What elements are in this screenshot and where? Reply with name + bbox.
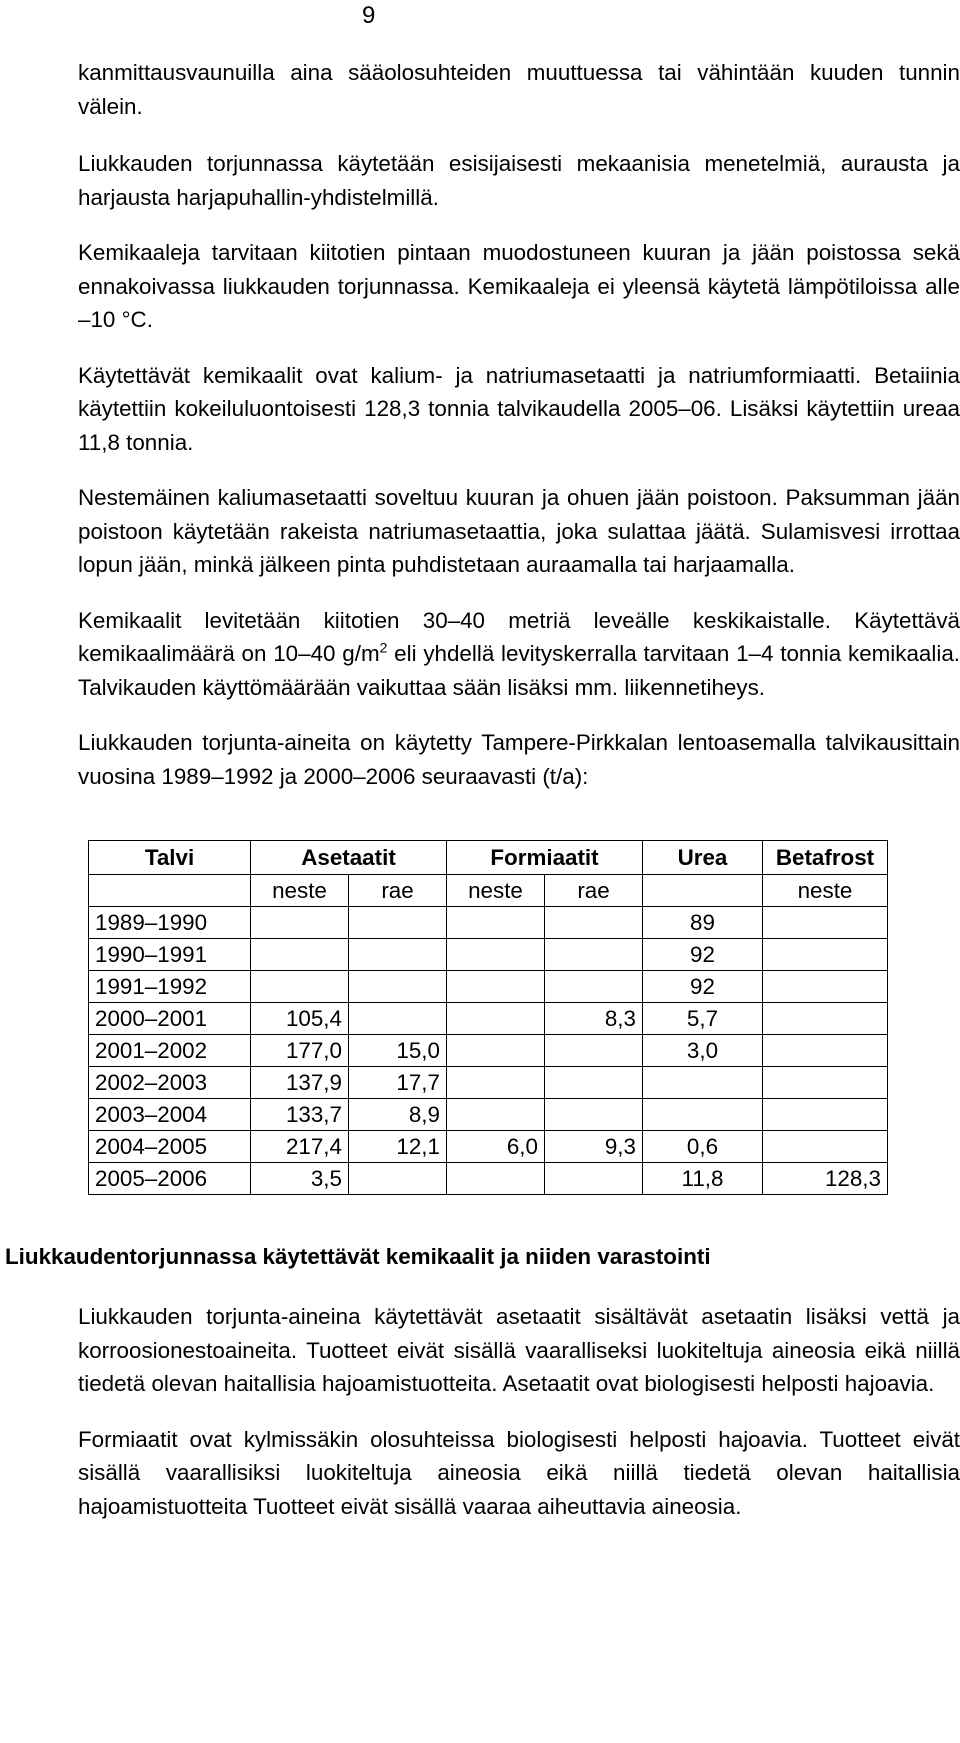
table-cell (447, 971, 545, 1003)
subheader-cell: neste (447, 875, 545, 907)
table-cell (763, 971, 888, 1003)
table-cell: 128,3 (763, 1163, 888, 1195)
table-row (89, 971, 888, 1003)
page-number: 9 (362, 2, 376, 29)
usage-text-b: eli yhdellä levityskerralla tarvitaan 1–4 tonnia kemikaalia. Talvikauden käyttömäärään vaikuttaa sään lisäksi mm. liikennetiheys. (78, 641, 960, 700)
table-cell: 11,8 (643, 1163, 763, 1195)
table-cell (349, 907, 447, 939)
table-cell: 8,9 (349, 1099, 447, 1131)
usage-text-a: Kemikaalit levitetään kiitotien 30–40 metriä leveälle keskikaistalle. Käytettävä kemikaalimäärä on 10–40 g/m (78, 607, 960, 666)
table-cell: 137,9 (251, 1067, 349, 1099)
table-row (89, 1131, 888, 1163)
table-cell: 217,4 (251, 1131, 349, 1163)
paragraph-table-intro: Liukkauden torjunta-aineita on käytetty Tampere-Pirkkalan lentoasemalla talvikausittain vuosina 1989–1992 ja 2000–2006 seuraavasti (t/a): (78, 730, 960, 789)
table-cell: 6,0 (447, 1131, 545, 1163)
table-cell: 17,7 (349, 1067, 447, 1099)
table-row (89, 1035, 888, 1067)
table-cell: 105,4 (251, 1003, 349, 1035)
subheader-cell: rae (349, 875, 447, 907)
table-cell (349, 971, 447, 1003)
table-cell (763, 1131, 888, 1163)
table-subheader-row (89, 875, 888, 907)
table-cell-season: 1990–1991 (89, 939, 251, 971)
chemical-usage-table (88, 840, 888, 1195)
header-urea: Urea (643, 841, 763, 875)
subheader-cell: neste (763, 875, 888, 907)
table-cell (763, 1003, 888, 1035)
subheader-cell (643, 875, 763, 907)
table-cell: 92 (643, 971, 763, 1003)
table-cell (349, 1163, 447, 1195)
table-cell (349, 1003, 447, 1035)
table-cell (447, 1067, 545, 1099)
table-cell (251, 907, 349, 939)
table-row (89, 907, 888, 939)
table-cell: 92 (643, 939, 763, 971)
table-cell: 8,3 (545, 1003, 643, 1035)
table-cell: 9,3 (545, 1131, 643, 1163)
table-cell-season: 2002–2003 (89, 1067, 251, 1099)
table-cell (763, 907, 888, 939)
table-cell: 0,6 (643, 1131, 763, 1163)
table-cell-season: 2005–2006 (89, 1163, 251, 1195)
table-cell (545, 939, 643, 971)
table-cell-season: 2004–2005 (89, 1131, 251, 1163)
table-cell (447, 1163, 545, 1195)
table-cell-season: 1989–1990 (89, 907, 251, 939)
table-row (89, 939, 888, 971)
table-cell: 15,0 (349, 1035, 447, 1067)
table-cell (643, 1099, 763, 1131)
header-asetaatit: Asetaatit (251, 841, 447, 875)
table-cell: 133,7 (251, 1099, 349, 1131)
subheader-cell: rae (545, 875, 643, 907)
paragraph: Kemikaaleja tarvitaan kiitotien pintaan muodostuneen kuuran ja jään poistossa sekä ennakoivassa liukkauden torjunnassa. Kemikaaleja ei yleensä käytetä lämpötiloissa alle –10 °C. (78, 240, 960, 332)
table-cell-season: 2003–2004 (89, 1099, 251, 1131)
table-header-row (89, 841, 888, 875)
header-betafrost: Betafrost (763, 841, 888, 875)
table-cell (447, 939, 545, 971)
table-cell (763, 1067, 888, 1099)
table-row (89, 1099, 888, 1131)
subheader-cell: neste (251, 875, 349, 907)
table-row (89, 1163, 888, 1195)
table-cell (763, 1099, 888, 1131)
table-cell: 12,1 (349, 1131, 447, 1163)
table-cell (545, 1163, 643, 1195)
paragraph-usage (78, 604, 960, 705)
table-cell (763, 1035, 888, 1067)
paragraph: Liukkauden torjunnassa käytetään esisijaisesti mekaanisia menetelmiä, aurausta ja harjausta harjapuhallin-yhdistelmillä. (78, 151, 960, 210)
table-cell (763, 939, 888, 971)
document-body (78, 56, 960, 1195)
table-cell (447, 1003, 545, 1035)
paragraph: Liukkauden torjunta-aineina käytettävät asetaatit sisältävät asetaatin lisäksi vettä ja korroosionestoaineita. Tuotteet eivät sisällä vaaralliseksi luokiteltuja aineosia eikä niillä tiedetä olevan haitallisia hajoamistuotteita. Asetaatit ovat biologisesti helposti hajoavia. (78, 1304, 960, 1396)
table-row (89, 1003, 888, 1035)
table-cell (643, 1067, 763, 1099)
table-row (89, 1067, 888, 1099)
table-cell: 5,7 (643, 1003, 763, 1035)
table-cell (447, 1099, 545, 1131)
table-cell-season: 2000–2001 (89, 1003, 251, 1035)
table-cell (447, 907, 545, 939)
table-cell (251, 971, 349, 1003)
superscript: 2 (379, 639, 388, 656)
subheader-cell (89, 875, 251, 907)
table-cell: 3,0 (643, 1035, 763, 1067)
table-cell (545, 971, 643, 1003)
paragraph: Käytettävät kemikaalit ovat kalium- ja natriumasetaatti ja natriumformiaatti. Betaiinia käytettiin kokeiluluontoisesti 128,3 tonnia talvikaudella 2005–06. Lisäksi käytettiin ureaa 11,8 tonnia. (78, 362, 960, 455)
table-cell (545, 1035, 643, 1067)
document-body-continued (78, 1300, 960, 1545)
paragraph: Formiaatit ovat kylmissäkin olosuhteissa biologisesti helposti hajoavia. Tuotteet eivät sisällä vaarallisiksi luokiteltuja aineosia eikä niillä tiedetä olevan haitallisia hajoamistuotteita Tuotteet eivät sisällä vaaraa aiheuttavia aineosia. (78, 1426, 960, 1519)
table-cell-season: 1991–1992 (89, 971, 251, 1003)
paragraph: kanmittausvaunuilla aina sääolosuhteiden muuttuessa tai vähintään kuuden tunnin välein. (78, 60, 960, 119)
table-cell (545, 1099, 643, 1131)
table-cell: 89 (643, 907, 763, 939)
table-cell (545, 907, 643, 939)
table-cell (251, 939, 349, 971)
table-cell (545, 1067, 643, 1099)
table-cell-season: 2001–2002 (89, 1035, 251, 1067)
table-cell (349, 939, 447, 971)
paragraph: Nestemäinen kaliumasetaatti soveltuu kuuran ja ohuen jään poistoon. Paksumman jään poistoon käytetään rakeista natriumasetaattia, joka sulattaa jäätä. Sulamisvesi irrottaa lopun jään, minkä jälkeen pinta puhdistetaan auraamalla tai harjaamalla. (78, 485, 960, 577)
table-cell: 177,0 (251, 1035, 349, 1067)
header-talvi: Talvi (89, 841, 251, 875)
table-body (89, 907, 888, 1195)
section-heading: Liukkaudentorjunnassa käytettävät kemikaalit ja niiden varastointi (5, 1244, 711, 1269)
header-formiaatit: Formiaatit (447, 841, 643, 875)
table-cell: 3,5 (251, 1163, 349, 1195)
table-cell (447, 1035, 545, 1067)
